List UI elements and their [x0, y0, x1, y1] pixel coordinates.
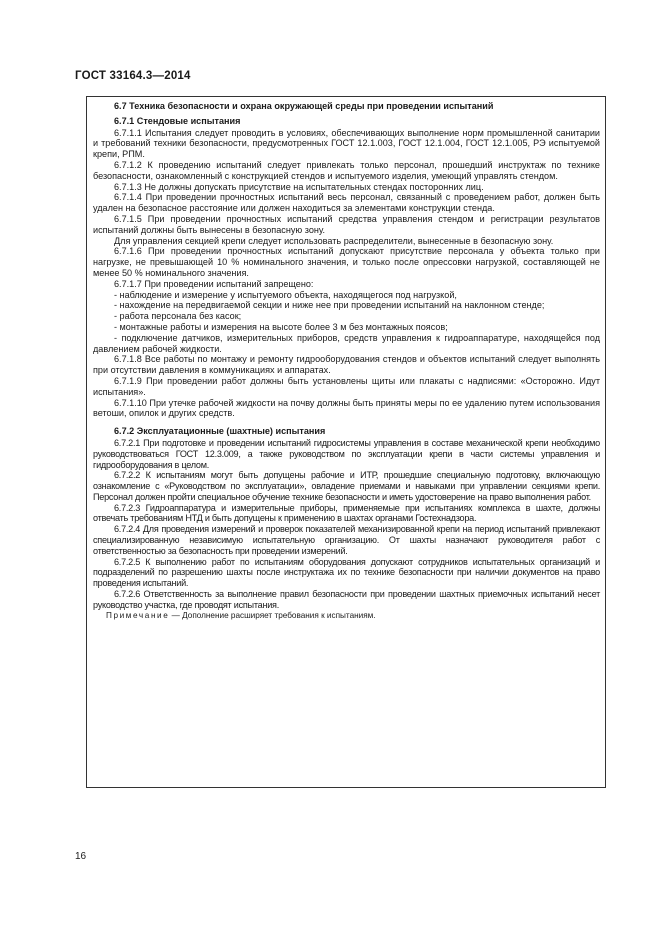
- paragraph: 6.7.1.3 Не должны допускать присутствие на испытательных стендах посторонних лиц.: [114, 181, 484, 192]
- paragraph: 6.7.1.7 При проведении испытаний запрещено:: [114, 278, 314, 289]
- paragraph: 6.7.1.9 При проведении работ должны быть установлены щиты или плакаты с надписями: «Осторожно. Идут испытания».: [93, 375, 600, 397]
- note: [93, 611, 600, 622]
- note-label: Примечание: [106, 610, 170, 620]
- paragraph: 6.7.2.3 Гидроаппаратура и измерительные приборы, применяемые при испытаниях комплекса в шахте, должны отвечать требованиям НТД и быть допущены к применению в шахтах органами Гостехнадзора.: [93, 502, 600, 524]
- paragraph: Для управления секцией крепи следует использовать распределители, вынесенные в безопасную зону.: [114, 235, 554, 246]
- subsection-title-mine: 6.7.2 Эксплуатационные (шахтные) испытания: [114, 426, 326, 437]
- list-item: - работа персонала без касок;: [114, 311, 242, 322]
- document-code: ГОСТ 33164.3—2014: [75, 70, 191, 82]
- paragraph: 6.7.2.2 К испытаниям могут быть допущены рабочие и ИТР, прошедшие специальную подготовку, включающую ознакомление с «Руководством по эксплуатации», овладение приемами и навыками при управлении секциями крепи. Персонал должен пройти специальное обучение технике безопасности и иметь удостоверение на право выполнения работ.: [93, 470, 600, 502]
- list-item: - подключение датчиков, измерительных приборов, средств управления к гидроаппаратуре, находящейся под давлением рабочей жидкости.: [93, 332, 600, 354]
- paragraph: 6.7.1.4 При проведении прочностных испытаний весь персонал, связанный с проведением работ, должен быть удален на безопасное расстояние или должен находиться за элементами конструкции стенда.: [93, 192, 600, 214]
- section-title: 6.7 Техника безопасности и охрана окружающей среды при проведении испытаний: [114, 101, 494, 111]
- note-text: — Дополнение расширяет требования к испытаниям.: [169, 610, 376, 620]
- list-item: - монтажные работы и измерения на высоте более 3 м без монтажных поясов;: [114, 321, 448, 332]
- list-item: - нахождение на передвигаемой секции и ниже нее при проведении испытаний на наклонном стенде;: [114, 300, 545, 311]
- paragraph: 6.7.1.5 При проведении прочностных испытаний средства управления стендом и регистрации результатов испытаний должны быть вынесены в безопасную зону.: [93, 213, 600, 235]
- section-content: [86, 99, 606, 621]
- paragraph: 6.7.1.2 К проведению испытаний следует привлекать только персонал, прошедший инструктаж по технике безопасности, ознакомленный с конструкцией стендов и испытуемого изделия, умеющий управлять стендом.: [93, 159, 600, 181]
- page-number: 16: [75, 851, 87, 862]
- paragraph: 6.7.1.1 Испытания следует проводить в условиях, обеспечивающих выполнение норм промышленной санитарии и требований техники безопасности, предусмотренных ГОСТ 12.1.003, ГОСТ 12.1.004, ГОСТ 12.1.005, РЭ испытуемой крепи, РПМ.: [93, 127, 600, 160]
- subsection-title-bench: 6.7.1 Стендовые испытания: [114, 115, 241, 126]
- list-item: - наблюдение и измерение у испытуемого объекта, находящегося под нагрузкой,: [114, 289, 457, 300]
- paragraph: 6.7.1.10 При утечке рабочей жидкости на почву должны быть приняты меры по ее удалению путем использования ветоши, опилок и других средств.: [93, 397, 600, 419]
- paragraph: 6.7.1.8 Все работы по монтажу и ремонту гидрооборудования стендов и объектов испытаний следует выполнять при отсутствии давления в коммуникациях и аппаратах.: [93, 354, 600, 376]
- paragraph: 6.7.2.5 К выполнению работ по испытаниям оборудования допускают сотрудников испытательных организаций и подразделений по разрешению шахты после инструктажа их по технике безопасности при наличии документов на право проведения испытаний.: [93, 556, 600, 589]
- paragraph: 6.7.1.6 При проведении прочностных испытаний допускают присутствие персонала у объекта только при нагрузке, не превышающей 10 % номинального значения, и только после опрессовки нагрузкой, составляющей не менее 50 % номинального значения.: [93, 246, 600, 278]
- paragraph: 6.7.2.4 Для проведения измерений и проверок показателей механизированной крепи на период испытаний привлекают специализированную независимую испытательную организацию. От шахты назначают руководителя работ с ответственностью за безопасность при проведении измерений.: [93, 524, 600, 556]
- paragraph: 6.7.2.6 Ответственность за выполнение правил безопасности при проведении шахтных приемочных испытаний несет руководство участка, где проводят испытания.: [93, 589, 600, 610]
- paragraph: 6.7.2.1 При подготовке и проведении испытаний гидросистемы управления в составе механической крепи необходимо руководствоваться ГОСТ 12.3.009, а также руководством по эксплуатации крепи в части системы управления и гидрооборудования в целом.: [93, 437, 600, 470]
